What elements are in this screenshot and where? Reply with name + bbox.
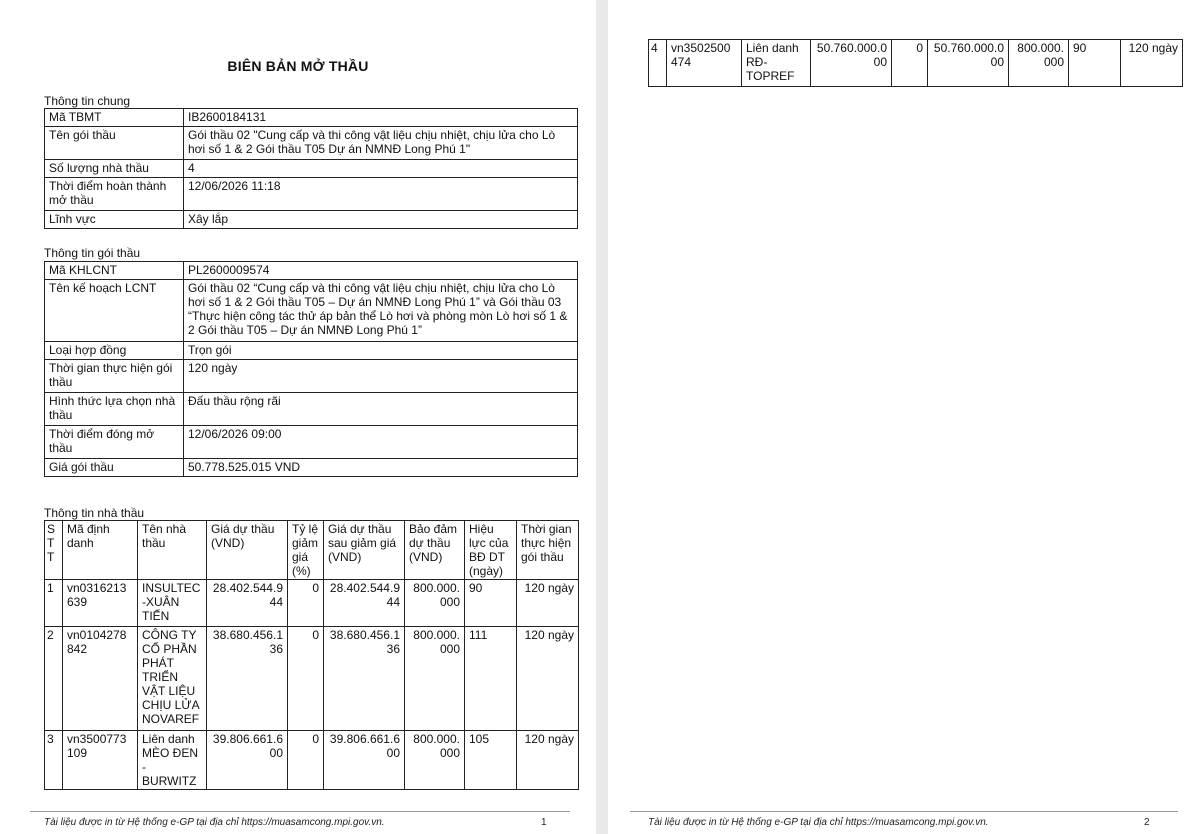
package-value: 50.778.525.015 VND (184, 459, 578, 477)
cell-guarantee: 800.000. 000 (405, 627, 465, 731)
cell-name: Liên danh MÈO ĐEN - BURWITZ (138, 731, 207, 790)
table-row (45, 731, 579, 790)
cell-duration: 120 ngày (517, 627, 579, 731)
cell-duration: 120 ngày (517, 580, 579, 627)
cell-price: 28.402.544.9 44 (207, 580, 288, 627)
header-guarantee: Bảo đảm dự thầu (VND) (405, 521, 465, 580)
page-number: 1 (541, 817, 547, 828)
cell-discount: 0 (288, 580, 324, 627)
cell-stt: 3 (45, 731, 63, 790)
cell-guarantee: 800.000. 000 (405, 580, 465, 627)
cell-name: Liên danh RĐ-TOPREF (742, 40, 811, 87)
footer-divider (630, 811, 1178, 812)
document-page-1 (0, 0, 596, 834)
general-value: 12/06/2026 11:18 (184, 178, 578, 211)
package-row-duration (45, 360, 578, 393)
package-row-closing-time (45, 426, 578, 459)
table-row (45, 580, 579, 627)
package-value: Trọn gói (184, 342, 578, 360)
cell-price: 39.806.661.6 00 (207, 731, 288, 790)
general-row-tbmt (45, 109, 578, 127)
general-label: Số lượng nhà thầu (45, 160, 184, 178)
general-row-bidder-count (45, 160, 578, 178)
cell-price-after: 39.806.661.6 00 (324, 731, 405, 790)
table-row (649, 40, 1183, 87)
general-value: 4 (184, 160, 578, 178)
cell-price-after: 28.402.544.9 44 (324, 580, 405, 627)
footer-divider (30, 811, 570, 812)
header-id: Mã định danh (63, 521, 138, 580)
bidder-table-header (45, 521, 579, 580)
header-stt: S T T (45, 521, 63, 580)
package-row-contract-type (45, 342, 578, 360)
table-row (45, 627, 579, 731)
cell-price-after: 50.760.000.0 00 (928, 40, 1009, 87)
package-label: Mã KHLCNT (45, 262, 184, 280)
package-label: Thời gian thực hiện gói thầu (45, 360, 184, 393)
cell-id: vn3502500 474 (667, 40, 742, 87)
general-label: Lĩnh vực (45, 211, 184, 229)
cell-name: CÔNG TY CỔ PHẦN PHÁT TRIỂN VẬT LIỆU CHỊU LỬA NOVAREF (138, 627, 207, 731)
package-value: Đấu thầu rộng rãi (184, 393, 578, 426)
cell-name: INSULTEC-XUÂN TIẾN (138, 580, 207, 627)
package-value: Gói thầu 02 “Cung cấp và thi công vật liệu chịu nhiệt, chịu lửa cho Lò hơi số 1 & 2 Gói thầu T05 – Dự án NMNĐ Long Phú 1” và Gói thầu 03 “Thực hiện công tác thử áp bản thể Lò hơi và phòng mòn Lò hơi số 1 & 2 Gói thầu T05 – Dự án NMNĐ Long Phú 1” (184, 280, 578, 342)
header-discount: Tỷ lệ giảm giá (%) (288, 521, 324, 580)
package-label: Thời điểm đóng mở thầu (45, 426, 184, 459)
bidder-table (44, 520, 579, 790)
general-value: Gói thầu 02 "Cung cấp và thi công vật liệu chịu nhiệt, chịu lửa cho Lò hơi số 1 & 2 Gói thầu T05 Dự án NMNĐ Long Phú 1" (184, 127, 578, 160)
general-value: IB2600184131 (184, 109, 578, 127)
package-info-table (44, 261, 578, 477)
cell-discount: 0 (892, 40, 928, 87)
header-price: Giá dự thầu (VND) (207, 521, 288, 580)
general-row-completion-time (45, 178, 578, 211)
general-label: Mã TBMT (45, 109, 184, 127)
cell-price-after: 38.680.456.1 36 (324, 627, 405, 731)
general-label: Thời điểm hoàn thành mở thầu (45, 178, 184, 211)
cell-price: 38.680.456.1 36 (207, 627, 288, 731)
general-info-table (44, 108, 578, 229)
package-info-heading: Thông tin gói thầu (44, 246, 141, 260)
header-validity: Hiệu lực của BĐ DT (ngày) (465, 521, 517, 580)
cell-validity: 90 (465, 580, 517, 627)
cell-duration: 120 ngày (517, 731, 579, 790)
general-value: Xây lắp (184, 211, 578, 229)
cell-discount: 0 (288, 627, 324, 731)
package-row-plan-name (45, 280, 578, 342)
page-number: 2 (1144, 817, 1150, 828)
general-row-field (45, 211, 578, 229)
cell-guarantee: 800.000. 000 (1009, 40, 1069, 87)
package-row-price (45, 459, 578, 477)
cell-validity: 90 (1069, 40, 1121, 87)
package-label: Loại hợp đồng (45, 342, 184, 360)
document-page-2 (608, 0, 1200, 834)
cell-id: vn3500773 109 (63, 731, 138, 790)
cell-stt: 4 (649, 40, 667, 87)
package-row-selection-method (45, 393, 578, 426)
package-row-khlcnt (45, 262, 578, 280)
header-duration: Thời gian thực hiện gói thầu (517, 521, 579, 580)
package-value: 120 ngày (184, 360, 578, 393)
bidder-table-continued (648, 39, 1183, 87)
footer-text: Tài liệu được in từ Hệ thống e-GP tại địa chỉ https://muasamcong.mpi.gov.vn. (44, 817, 385, 828)
package-value: PL2600009574 (184, 262, 578, 280)
cell-price: 50.760.000.0 00 (811, 40, 892, 87)
bidder-info-heading: Thông tin nhà thầu (44, 506, 145, 520)
package-label: Giá gói thầu (45, 459, 184, 477)
cell-validity: 111 (465, 627, 517, 731)
cell-duration: 120 ngày (1121, 40, 1183, 87)
package-label: Hình thức lựa chọn nhà thầu (45, 393, 184, 426)
header-price-after: Giá dự thầu sau giảm giá (VND) (324, 521, 405, 580)
document-title: BIÊN BẢN MỞ THẦU (227, 58, 369, 74)
cell-id: vn0104278 842 (63, 627, 138, 731)
cell-validity: 105 (465, 731, 517, 790)
footer-text: Tài liệu được in từ Hệ thống e-GP tại địa chỉ https://muasamcong.mpi.gov.vn. (648, 817, 989, 828)
package-label: Tên kế hoạch LCNT (45, 280, 184, 342)
package-value: 12/06/2026 09:00 (184, 426, 578, 459)
cell-id: vn0316213 639 (63, 580, 138, 627)
general-info-heading: Thông tin chung (44, 94, 131, 108)
cell-guarantee: 800.000. 000 (405, 731, 465, 790)
cell-stt: 2 (45, 627, 63, 731)
general-row-package-name (45, 127, 578, 160)
general-label: Tên gói thầu (45, 127, 184, 160)
cell-discount: 0 (288, 731, 324, 790)
cell-stt: 1 (45, 580, 63, 627)
header-name: Tên nhà thầu (138, 521, 207, 580)
